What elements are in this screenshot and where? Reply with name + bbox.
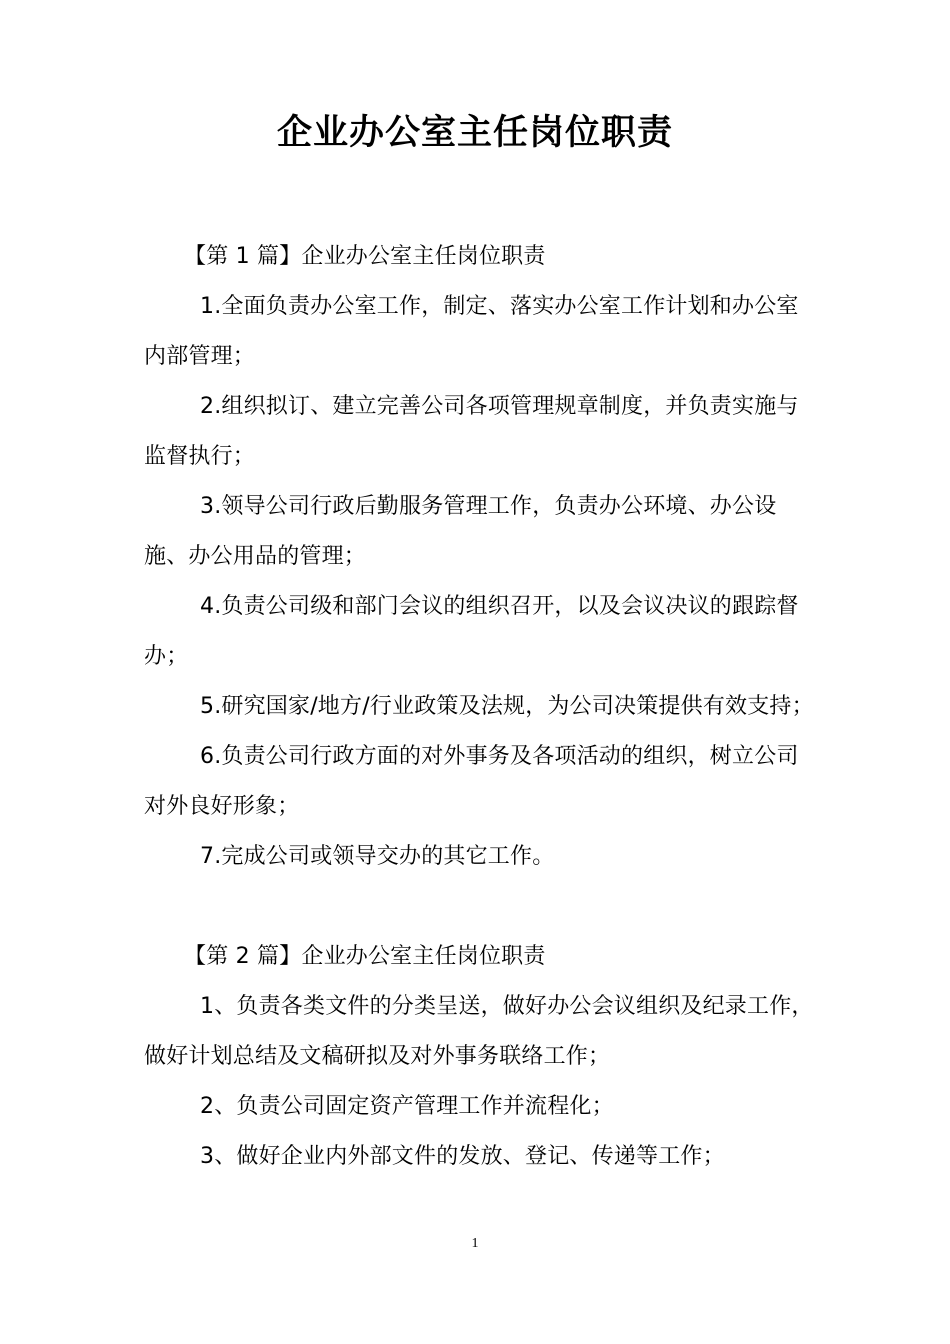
document-title: 企业办公室主任岗位职责 bbox=[276, 113, 673, 153]
page-number: 1 bbox=[471, 1236, 479, 1251]
list-item: 6.负责公司行政方面的对外事务及各项活动的组织，树立公司对外良好形象； bbox=[144, 744, 799, 819]
section-heading: 【第 2 篇】企业办公室主任岗位职责 bbox=[184, 944, 546, 969]
section-spacer bbox=[144, 882, 814, 932]
section-2 bbox=[144, 932, 814, 1182]
list-item: 3、做好企业内外部文件的发放、登记、传递等工作； bbox=[200, 1144, 725, 1169]
list-item: 4.负责公司级和部门会议的组织召开，以及会议决议的跟踪督办； bbox=[144, 594, 799, 669]
document-body bbox=[144, 232, 814, 1182]
list-item: 5.研究国家/地方/行业政策及法规，为公司决策提供有效支持； bbox=[200, 694, 814, 719]
section-1 bbox=[144, 232, 814, 882]
list-item: 2、负责公司固定资产管理工作并流程化； bbox=[200, 1094, 614, 1119]
list-item: 2.组织拟订、建立完善公司各项管理规章制度，并负责实施与监督执行； bbox=[144, 394, 799, 469]
list-item: 3.领导公司行政后勤服务管理工作，负责办公环境、办公设施、办公用品的管理； bbox=[144, 494, 777, 569]
list-item: 7.完成公司或领导交办的其它工作。 bbox=[200, 844, 555, 869]
list-item: 1.全面负责办公室工作，制定、落实办公室工作计划和办公室内部管理； bbox=[144, 294, 799, 369]
section-heading: 【第 1 篇】企业办公室主任岗位职责 bbox=[184, 244, 546, 269]
list-item: 1、负责各类文件的分类呈送，做好办公会议组织及纪录工作，做好计划总结及文稿研拟及对外事务联络工作； bbox=[144, 994, 814, 1069]
